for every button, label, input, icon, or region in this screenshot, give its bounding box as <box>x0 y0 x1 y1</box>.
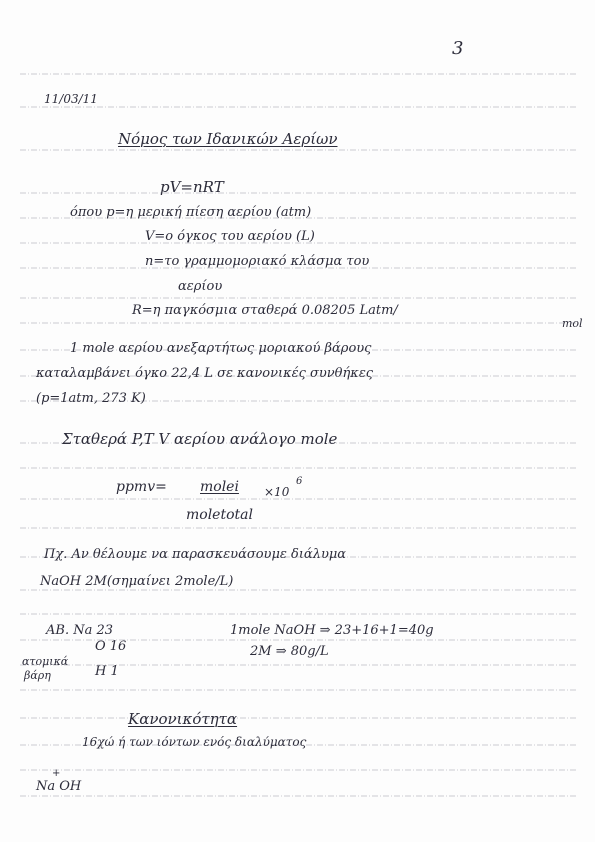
mole-note-line-3: (p=1atm, 273 K) <box>36 391 146 406</box>
ppmv-numerator: molei <box>200 479 239 495</box>
date: 11/03/11 <box>44 92 98 106</box>
calc-line-1: 1mole NaOH ⇒ 23+16+1=40g <box>230 623 434 638</box>
mole-note-line-2: καταλαμβάνει όγκο 22,4 L σε κανονικές συνθήκες <box>36 366 374 381</box>
ideal-gas-equation: pV=nRT <box>160 178 224 196</box>
definition-v: V=ο όγκος του αερίου (L) <box>145 229 315 244</box>
ppmv-denominator: moletotal <box>186 507 253 523</box>
definition-p: όπου p=η μερική πίεση αερίου (atm) <box>70 205 312 220</box>
bottom-formula: Na OH <box>36 779 82 794</box>
atomic-row-na: AB. Na 23 <box>46 623 114 638</box>
atomic-side-label-1: ατομικά <box>22 655 69 668</box>
mole-note-line-1: 1 mole αερίου ανεξαρτήτως μοριακού βάρους <box>70 341 372 356</box>
page-title: Νόμος των Ιδανικών Αερίων <box>118 130 338 148</box>
example-line-2: NaOH 2M(σημαίνει 2mole/L) <box>40 574 234 589</box>
definition-n: n=το γραμμομοριακό κλάσμα του <box>145 254 370 269</box>
bottom-formula-charge: + <box>52 768 61 779</box>
ppmv-exponent: 6 <box>296 476 303 487</box>
definition-r: R=η παγκόσμια σταθερά 0.08205 Latm/ <box>132 303 398 318</box>
ppmv-times: ×10 <box>264 485 290 499</box>
calc-line-2: 2M ⇒ 80g/L <box>250 644 329 659</box>
atomic-side-label-2: βάρη <box>24 669 51 682</box>
definition-n-cont: αερίου <box>178 279 223 294</box>
page-number: 3 <box>452 38 464 59</box>
section-line: 16χώ ή των ιόντων ενός διαλύματος <box>82 735 307 749</box>
definition-r-unit: mol <box>562 317 583 330</box>
atomic-row-o: O 16 <box>95 639 127 654</box>
atomic-row-h: H 1 <box>95 664 119 679</box>
ppmv-lhs: ppmv= <box>116 479 167 495</box>
section-title: Κανονικότητα <box>128 710 238 728</box>
example-line-1: Πχ. Αν θέλουμε να παρασκευάσουμε διάλυμα <box>44 547 347 562</box>
ratio-note: Σταθερά P,T V αερίου ανάλογο mole <box>62 430 338 448</box>
